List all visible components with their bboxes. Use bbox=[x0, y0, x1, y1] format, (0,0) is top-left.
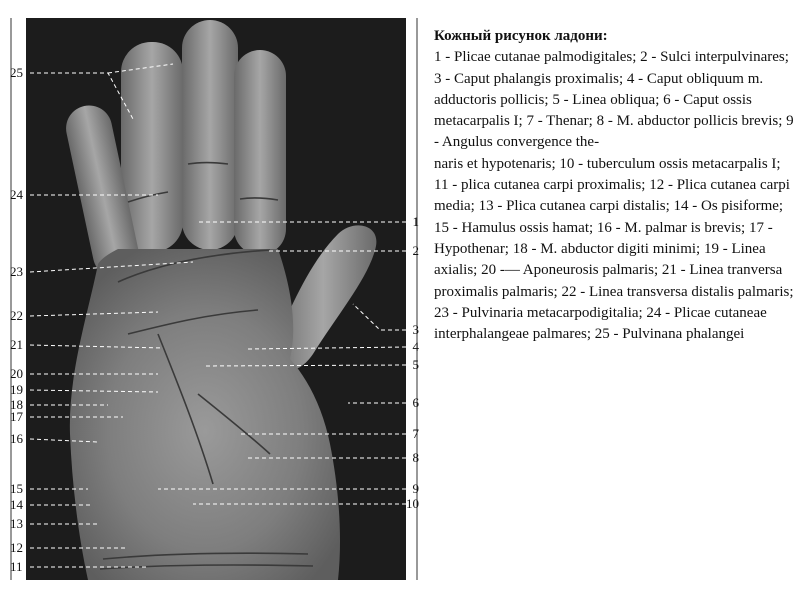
label-left-22: 22 bbox=[10, 308, 23, 323]
caption-text: 1 - Plicae cutanae palmodigitales; 2 - Sulci interpulvinares; 3 - Caput phalangis proximalis; 4 - Caput obliquum m. adductoris pollicis; 5 - Linea obliqua; 6 - Caput ossis metacarpalis I; 7 - Thenar; 8 - M. abductor pollicis brevis; 9 - Angulus convergence the- naris et hypotenaris; 10 - tuberculum ossis metacarpalis I; 11 - plica cutanea carpi proximalis; 12 - Plica cutanea carpi media; 13 - Plica cutanea carpi distalis; 14 - Os pisiforme; 15 - Hamulus ossis hamat; 16 - M. palmar is brevis; 17 - Hypothenar; 18 - M. abductor digiti minimi; 19 - Linea axialis; 20 -— Aponeurosis palmaris; 21 - Linea tranversa proximalis palmaris; 22 - Linea transversa distalis palmaris; 23 - Pulvinaria metacarpodigitalia; 24 - Plicae cutaneae interphalangeae palmares; 25 - Pulvinana phalangei bbox=[434, 49, 794, 343]
label-left-15: 15 bbox=[10, 481, 23, 496]
caption-title: Кожный рисунок ладони: bbox=[434, 28, 608, 44]
label-right-3: 3 bbox=[412, 322, 419, 337]
label-left-21: 21 bbox=[10, 337, 23, 352]
palm-anatomy-figure bbox=[8, 14, 420, 584]
label-left-25: 25 bbox=[10, 65, 23, 80]
palm-illustration bbox=[8, 14, 420, 584]
label-left-14: 14 bbox=[10, 497, 23, 512]
label-left-19: 19 bbox=[10, 382, 23, 397]
label-right-1: 1 bbox=[412, 214, 419, 229]
label-right-6: 6 bbox=[412, 395, 419, 410]
label-right-5: 5 bbox=[412, 357, 419, 372]
label-right-2: 2 bbox=[412, 243, 419, 258]
label-left-17: 17 bbox=[10, 409, 23, 424]
label-right-4: 4 bbox=[412, 339, 419, 354]
label-right-7: 7 bbox=[412, 426, 419, 441]
label-right-10: 10 bbox=[406, 496, 419, 511]
label-left-12: 12 bbox=[10, 540, 23, 555]
caption-block bbox=[434, 26, 794, 345]
finger-ring bbox=[234, 50, 286, 255]
label-right-9: 9 bbox=[412, 481, 419, 496]
finger-middle bbox=[182, 20, 238, 250]
label-left-16: 16 bbox=[10, 431, 23, 446]
label-right-8: 8 bbox=[412, 450, 419, 465]
label-left-24: 24 bbox=[10, 187, 23, 202]
label-left-13: 13 bbox=[10, 516, 23, 531]
label-left-23: 23 bbox=[10, 264, 23, 279]
label-left-20: 20 bbox=[10, 366, 23, 381]
label-left-18: 18 bbox=[10, 397, 23, 412]
label-left-11: 11 bbox=[10, 559, 23, 574]
